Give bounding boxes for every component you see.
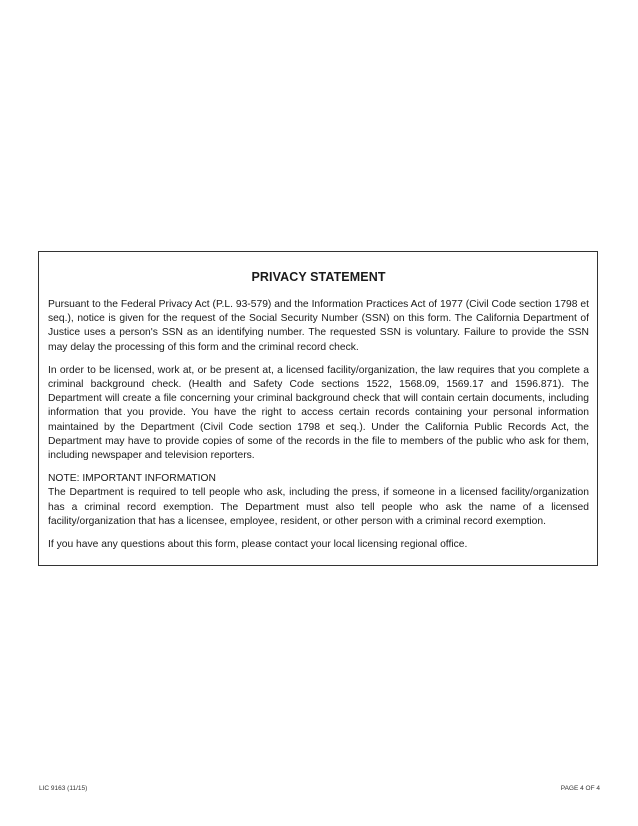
background-check-paragraph: In order to be licensed, work at, or be present at, a licensed facility/organization, the law requires that you complete a criminal background check. (Health and Safety Code sections 1522, 1568.09, 1569.17 and 1596.871). The Department will create a file concerning your criminal background check that will contain certain documents, including information that you provide. You have the right to access certain records containing your personal information maintained by the Department (Civil Code section 1798 et seq.). Under the California Public Records Act, the Department may have to provide copies of some of the records in the file to members of the public who ask for them, including newspaper and television reporters. [48, 364, 589, 462]
contact-paragraph: If you have any questions about this form, please contact your local licensing regional office. [48, 539, 468, 551]
privacy-statement-title: PRIVACY STATEMENT [251, 270, 386, 284]
important-note-heading: NOTE: IMPORTANT INFORMATION [48, 473, 216, 485]
privacy-act-paragraph: Pursuant to the Federal Privacy Act (P.L. 93-579) and the Information Practices Act of 1977 (Civil Code section 1798 et seq.), notice is given for the request of the Social Security Number (SSN) on this form. The California Department of Justice uses a person's SSN as an identifying number. The requested SSN is voluntary. Failure to provide the SSN may delay the processing of this form and the criminal record check. [48, 299, 589, 353]
form-id-footer: LIC 9163 (11/15) [39, 785, 88, 792]
privacy-statement-box [38, 251, 598, 566]
page-number-footer: PAGE 4 OF 4 [560, 785, 600, 792]
important-note-body: The Department is required to tell people who ask, including the press, if someone in a licensed facility/organization has a criminal record exemption. The Department must also tell people who ask the name of a licensed facility/organization that has a licensee, employee, resident, or other person with a criminal record exemption. [48, 487, 589, 527]
